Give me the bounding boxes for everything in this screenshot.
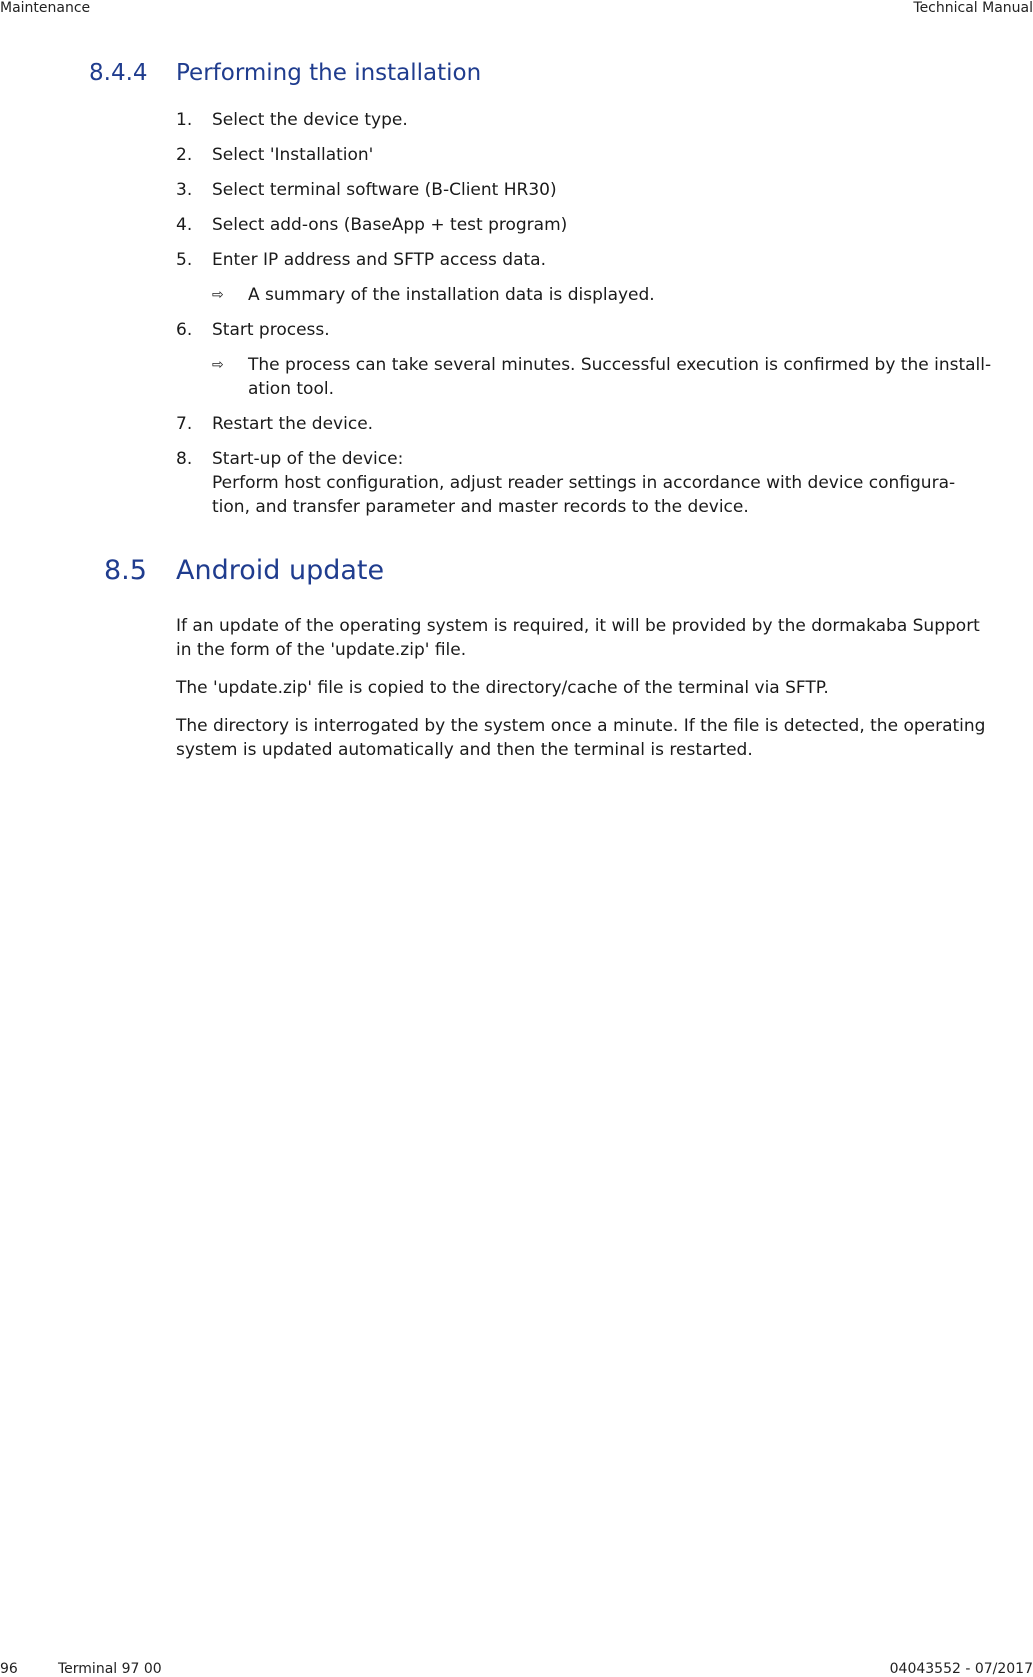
step-number: 4. <box>176 215 193 235</box>
step-text-line1: Start-up of the device: <box>212 449 404 469</box>
step-text-line2: Perform host configuration, adjust reader settings in accordance with device configura- <box>212 473 956 493</box>
result-arrow-icon: ⇨ <box>212 357 224 373</box>
list-item <box>176 412 1033 436</box>
paragraph-line: The directory is interrogated by the system once a minute. If the file is detected, the operating <box>176 716 986 736</box>
step-number: 1. <box>176 110 193 130</box>
step-number: 5. <box>176 250 193 270</box>
step-number: 3. <box>176 180 193 200</box>
step-result <box>176 353 1033 401</box>
list-item <box>176 213 1033 237</box>
footer-product-name: Terminal 97 00 <box>58 1661 162 1677</box>
paragraph <box>176 614 1033 662</box>
list-item <box>176 447 1033 519</box>
heading-title: Android update <box>176 555 385 586</box>
paragraph <box>176 676 1033 700</box>
step-text: Restart the device. <box>212 414 374 434</box>
paragraph-line: The 'update.zip' file is copied to the directory/cache of the terminal via SFTP. <box>176 678 829 698</box>
result-text-line1: The process can take several minutes. Successful execution is confirmed by the install- <box>248 355 992 375</box>
step-number: 8. <box>176 449 193 469</box>
step-number: 6. <box>176 320 193 340</box>
list-item <box>176 143 1033 167</box>
android-update-body <box>176 614 1033 776</box>
result-arrow-icon: ⇨ <box>212 287 224 303</box>
step-text: Select 'Installation' <box>212 145 374 165</box>
header-manual-title: Technical Manual <box>913 0 1033 16</box>
list-item <box>176 178 1033 202</box>
list-item <box>176 108 1033 132</box>
heading-title: Performing the installation <box>176 60 482 86</box>
step-text: Enter IP address and SFTP access data. <box>212 250 546 270</box>
paragraph-line: in the form of the 'update.zip' file. <box>176 640 467 660</box>
paragraph-line: If an update of the operating system is required, it will be provided by the dormakaba Support <box>176 616 980 636</box>
installation-steps-list <box>176 108 1033 530</box>
footer-document-id: 04043552 - 07/2017 <box>889 1661 1033 1677</box>
list-item <box>176 318 1033 342</box>
heading-number: 8.5 <box>104 555 147 586</box>
header-section-label: Maintenance <box>0 0 91 16</box>
step-text: Select add-ons (BaseApp + test program) <box>212 215 568 235</box>
paragraph-line: system is updated automatically and then the terminal is restarted. <box>176 740 753 760</box>
step-number: 2. <box>176 145 193 165</box>
result-text: A summary of the installation data is displayed. <box>248 285 655 305</box>
list-item <box>176 248 1033 272</box>
step-text-line3: tion, and transfer parameter and master records to the device. <box>212 497 749 517</box>
paragraph <box>176 714 1033 762</box>
step-result <box>176 283 1033 307</box>
step-number: 7. <box>176 414 193 434</box>
step-text: Select the device type. <box>212 110 408 130</box>
step-text: Select terminal software (B-Client HR30) <box>212 180 557 200</box>
heading-number: 8.4.4 <box>89 60 148 86</box>
result-text-line2: ation tool. <box>248 379 334 399</box>
footer-page-number: 96 <box>0 1661 18 1677</box>
step-text: Start process. <box>212 320 330 340</box>
